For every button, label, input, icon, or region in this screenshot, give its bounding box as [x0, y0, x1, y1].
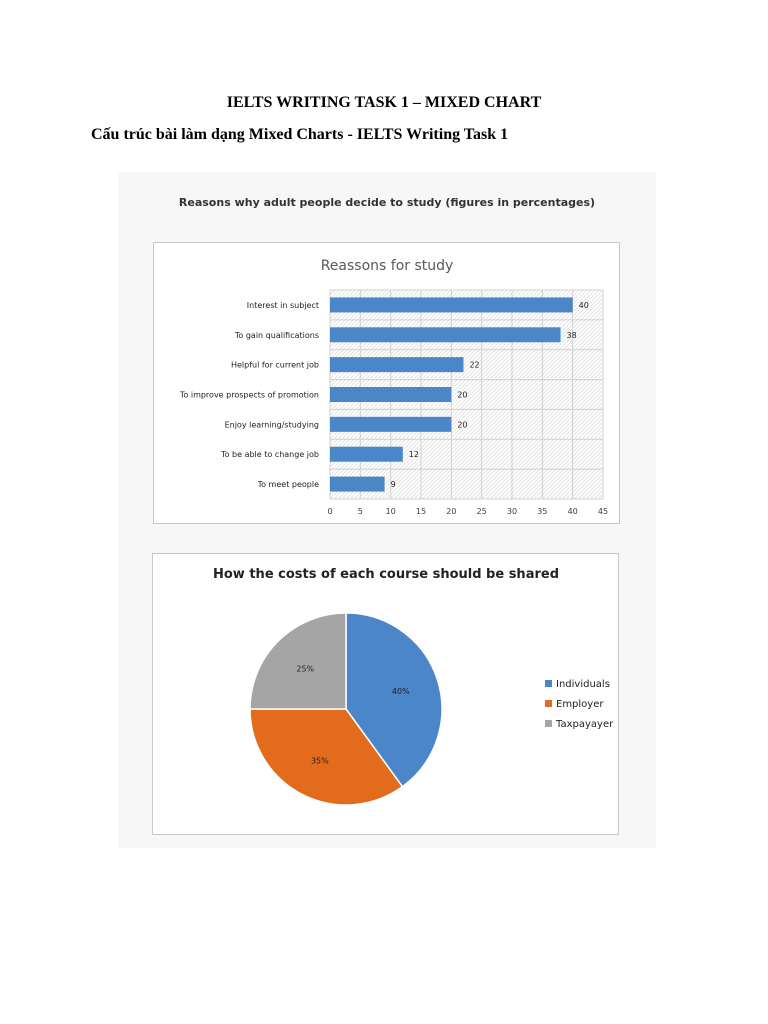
legend-entry: Individuals	[556, 679, 610, 690]
legend-entry: Employer	[556, 699, 604, 710]
legend-swatch	[545, 680, 552, 687]
document-subtitle: Cấu trúc bài làm dạng Mixed Charts - IELTS Writing Task 1	[91, 126, 509, 143]
x-tick-label: 45	[597, 507, 609, 516]
bar-chart-panel	[153, 242, 620, 524]
bar-chart-title: Reassons for study	[320, 258, 454, 274]
slice-label: 25%	[296, 664, 315, 674]
x-tick-label: 40	[567, 507, 578, 516]
category-label: To gain qualifications	[234, 330, 319, 340]
figure-panel	[118, 172, 656, 848]
x-tick-label: 20	[446, 507, 457, 516]
data-label: 9	[390, 480, 396, 490]
category-label: Interest in subject	[246, 300, 319, 310]
bar	[330, 417, 451, 432]
bar	[330, 297, 573, 312]
x-tick-label: 30	[506, 507, 518, 516]
data-label: 40	[578, 300, 589, 310]
x-tick-label: 0	[327, 507, 333, 516]
x-tick-label: 35	[537, 507, 548, 516]
bar-chart	[154, 243, 619, 523]
data-label: 38	[566, 330, 577, 340]
slice-label: 35%	[310, 756, 329, 766]
pie-chart-title: How the costs of each course should be shared	[213, 567, 559, 582]
bar	[330, 387, 451, 402]
pie-chart	[153, 554, 618, 834]
data-label: 20	[457, 420, 468, 430]
slice-label: 40%	[391, 687, 410, 697]
pie-legend	[545, 679, 614, 730]
data-label: 20	[457, 390, 468, 400]
bar	[330, 357, 463, 372]
legend-entry: Taxpayayer	[556, 719, 614, 730]
pie-chart-panel	[152, 553, 619, 835]
legend-swatch	[545, 700, 552, 707]
data-label: 22	[469, 360, 480, 370]
bar	[330, 447, 403, 462]
category-label: To meet people	[257, 480, 319, 490]
category-label: To improve prospects of promotion	[179, 390, 319, 400]
category-label: To be able to change job	[221, 450, 319, 460]
bar	[330, 477, 385, 492]
figure-title: Reasons why adult people decide to study (figures in percentages)	[178, 196, 596, 209]
x-tick-label: 5	[357, 507, 363, 516]
x-tick-label: 10	[385, 507, 396, 516]
data-label: 12	[408, 450, 419, 460]
category-label: Enjoy learning/studying	[224, 420, 319, 430]
legend-swatch	[545, 720, 552, 727]
document-title: IELTS WRITING TASK 1 – MIXED CHART	[226, 94, 542, 111]
x-tick-label: 25	[476, 507, 487, 516]
pie-series	[250, 613, 442, 805]
x-tick-label: 15	[415, 507, 427, 516]
category-label: Helpful for current job	[230, 360, 319, 370]
pie-slice	[250, 613, 346, 709]
bar	[330, 327, 561, 342]
